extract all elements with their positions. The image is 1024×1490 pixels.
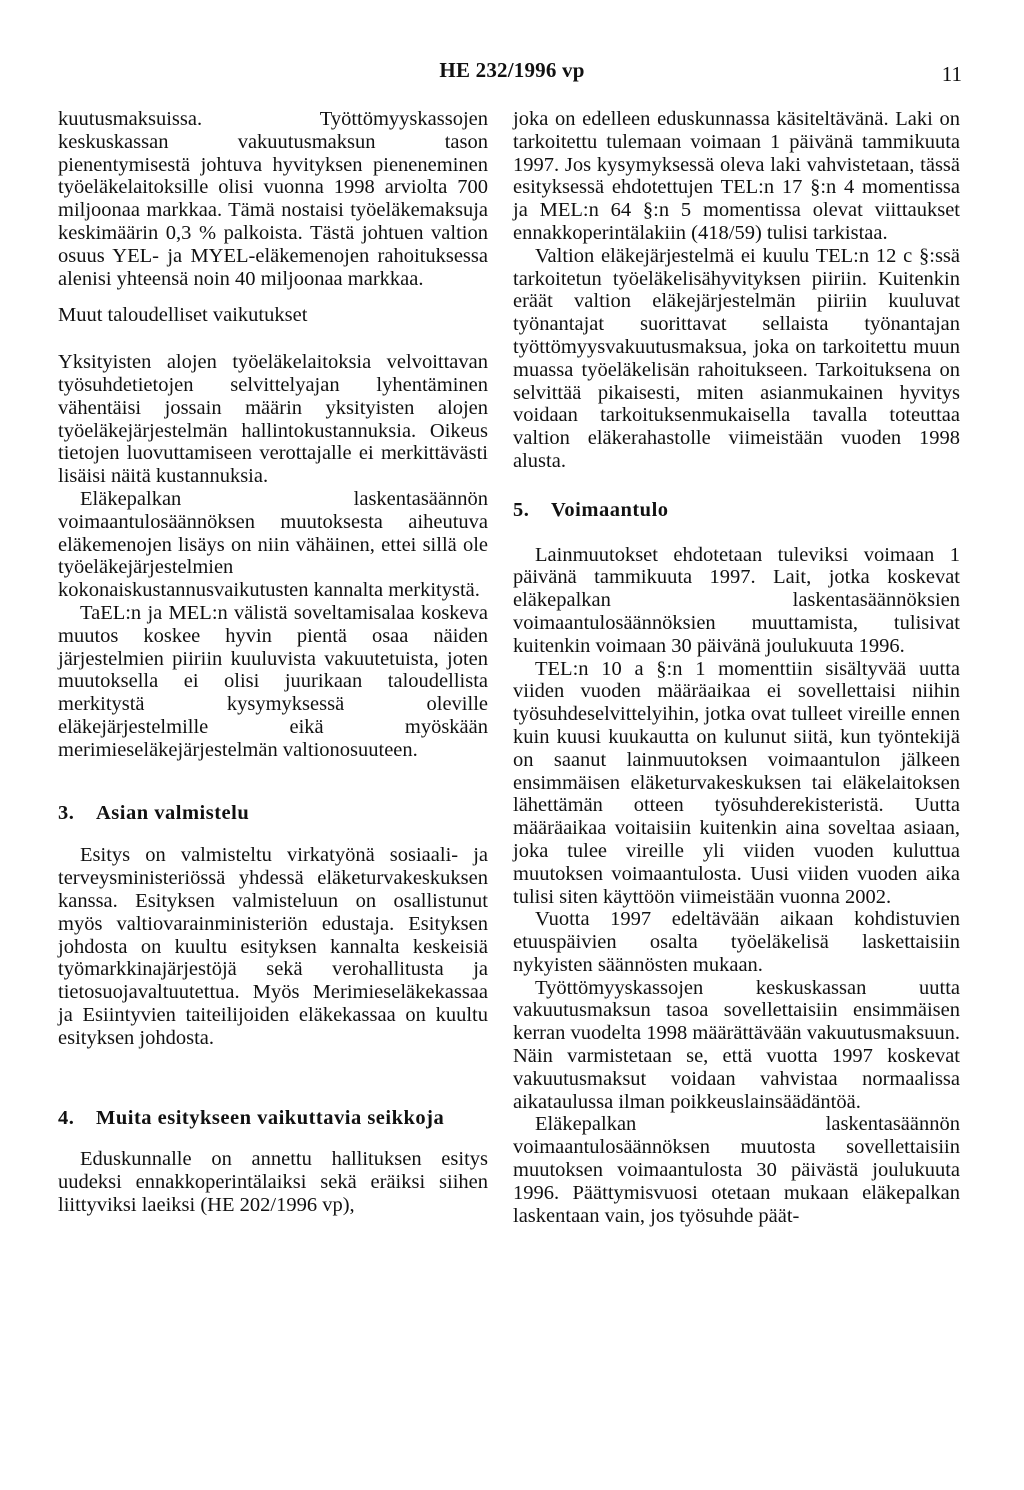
paragraph: Eduskunnalle on annettu hallituksen esitys uudeksi ennakkoperintälaiksi sekä eräiksi siihen liittyviksi laeiksi (HE 202/1996 vp), — [58, 1148, 488, 1216]
document-header: HE 232/1996 vp — [439, 58, 585, 82]
paragraph: TaEL:n ja MEL:n välistä soveltamisalaa koskeva muutos koskee hyvin pientä osaa näiden järjestelmien piiriin kuuluvista vakuutetuista, joten muutoksella ei olisi juurikaan taloudellista merkitystä kysymyksessä oleville eläkejärjestelmille eikä myöskään merimieseläkejärjestelmän valtionosuuteen. — [58, 601, 488, 761]
paragraph: kuutusmaksuissa. Työttömyyskassojen keskuskassan vakuutusmaksun tason pienentymisestä johtuva hyvityksen pieneneminen työeläkelaitoksille olisi vuonna 1998 arviolta 700 miljoonaa markkaa. Tämä nostaisi työeläkemaksuja keskimäärin 0,3 % palkoista. Tästä johtuen valtion osuus YEL- ja MYEL-eläkemenojen rahoituksessa alenisi yhteensä noin 40 miljoonaa markkaa. — [58, 108, 488, 290]
section-title: Voimaantulo — [551, 498, 669, 521]
paragraph: TEL:n 10 a §:n 1 momenttiin sisältyvää uutta viiden vuoden määräaikaa ei sovellettaisi niihin työsuhdeselvittelyihin, jotka ovat tulleet vireille ennen kuin kuusi kuukautta on kulunut siitä, kun työntekijä on saanut lainmuutoksen voimaantulon jälkeen ensimmäisen eläketurvakeskuksen tai eläkelaitoksen lähettämän otteen työsuhderekisteristä. Uutta määräaikaa voitaisiin kuitenkin aina soveltaa asiaan, joka tulee vireille yli viiden vuoden kuluttua muutoksen voimaantulosta. Uusi viiden vuoden aika tulisi siten käyttöön viimeistään vuonna 2002. — [513, 657, 960, 908]
section-number: 4. — [58, 1107, 75, 1130]
paragraph: Eläkepalkan laskentasäännön voimaantulosäännöksen muutosta sovellettaisiin muutoksen voimaantulosta 30 päivästä joulukuuta 1996. Päättymisvuosi otetaan mukaan eläkepalkan laskentaan vain, jos työsuhde päät- — [513, 1113, 960, 1227]
right-column — [513, 108, 960, 1227]
paragraph: Työttömyyskassojen keskuskassan uutta vakuutusmaksun tasoa sovellettaisiin ensimmäisen kerran vuodelta 1998 määrättävään vakuutusmaksuun. Näin varmistetaan se, että vuotta 1997 koskevat vakuutusmaksut voidaan vahvistaa normaalissa aikataulussa ilman poikkeuslainsäädäntöä. — [513, 976, 960, 1113]
section-number: 5. — [513, 498, 530, 521]
section-title: Asian valmistelu — [96, 801, 250, 824]
section-heading — [513, 499, 960, 522]
paragraph: joka on edelleen eduskunnassa käsiteltävänä. Laki on tarkoitettu tulemaan voimaan 1 päivänä tammikuuta 1997. Jos kysymyksessä oleva laki vahvistetaan, tässä esityksessä ehdotettujen TEL:n 17 §:n 4 momentissa ja MEL:n 64 §:n 5 momentissa olevat viittaukset ennakkoperintälakiin (418/59) tulisi tarkistaa. — [513, 108, 960, 244]
section-heading — [58, 802, 488, 825]
left-column — [58, 108, 488, 1217]
paragraph: Yksityisten alojen työeläkelaitoksia velvoittavan työsuhdetietojen selvittelyajan lyhentäminen vähentäisi jossain määrin yksityisten alojen työeläkejärjestelmän hallintokustannuksia. Oikeus tietojen luovuttamiseen verottajalle ei merkittävästi lisäisi näitä kustannuksia. — [58, 351, 488, 488]
page-number: 11 — [941, 62, 962, 86]
paragraph: Eläkepalkan laskentasäännön voimaantulosäännöksen muutoksesta aiheutuva eläkemenojen lisäys on niin vähäinen, ettei sillä ole työeläkejärjestelmien kokonaiskustannusvaikutusten kannalta merkitystä. — [58, 487, 488, 602]
section-title: Muita esitykseen vaikuttavia seikkoja — [96, 1107, 445, 1130]
paragraph: Lainmuutokset ehdotetaan tuleviksi voimaan 1 päivänä tammikuuta 1997. Lait, jotka koskevat eläkepalkan laskentasäännöksien voimaantulosäännöksien muuttamista, tulisivat kuitenkin voimaan 30 päivänä joulukuuta 1996. — [513, 543, 960, 657]
paragraph: Esitys on valmisteltu virkatyönä sosiaali- ja terveysministeriössä yhdessä eläketurvakeskuksen kanssa. Esityksen valmisteluun on osallistunut myös valtiovarainministeriön edustaja. Esityksen johdosta on kuultu esityksen kannalta keskeisiä työmarkkinajärjestöjä sekä verohallitusta ja tietosuojavaltuutettua. Myös Merimieseläkekassaa ja Esiintyvien taiteilijoiden eläkekassaa on kuultu esityksen johdosta. — [58, 844, 488, 1049]
subheading: Muut taloudelliset vaikutukset — [58, 304, 308, 327]
paragraph: Vuotta 1997 edeltävään aikaan kohdistuvien etuuspäivien osalta työeläkelisä laskettaisiin nykyisten säännösten mukaan. — [513, 908, 960, 976]
section-heading — [58, 1107, 488, 1130]
section-number: 3. — [58, 801, 75, 824]
paragraph: Valtion eläkejärjestelmä ei kuulu TEL:n 12 c §:ssä tarkoitetun työeläkelisähyvityksen piiriin. Kuitenkin eräät valtion eläkejärjestelmän piiriin kuuluvat työnantajat suorittavat sellaista työnantajan työttömyysvakuutusmaksua, joka on tarkoitettu muun muassa työeläkelisän rahoitukseen. Tarkoituksena on selvittää pikaisesti, miten asianmukainen hyvitys voidaan tarkoituksenmukaisella tavalla toteuttaa valtion eläkerahastolle viimeistään vuoden 1998 alusta. — [513, 244, 960, 472]
